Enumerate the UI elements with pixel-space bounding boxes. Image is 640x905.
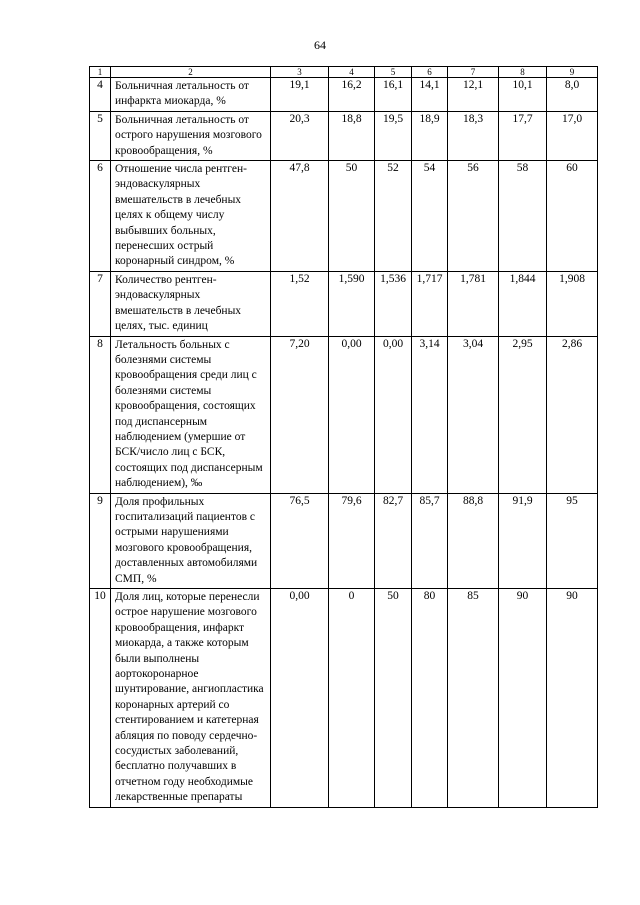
table-row bbox=[90, 111, 598, 160]
header-cell: 6 bbox=[412, 67, 448, 78]
indicator-name: Доля профильных госпитализаций пациентов с острыми нарушениями мозгового кровообращения, доставленных автомобилями СМП, % bbox=[111, 493, 271, 588]
value-cell: 17,0 bbox=[547, 111, 598, 160]
value-cell: 0,00 bbox=[375, 336, 412, 493]
value-cell: 10,1 bbox=[499, 78, 547, 112]
table-row bbox=[90, 161, 598, 272]
table-row bbox=[90, 271, 598, 336]
table-row bbox=[90, 336, 598, 493]
indicator-name: Количество рентген-эндоваскулярных вмешательств в лечебных целях, тыс. единиц bbox=[111, 271, 271, 336]
header-row bbox=[90, 67, 598, 78]
value-cell: 1,717 bbox=[412, 271, 448, 336]
row-number: 9 bbox=[90, 493, 111, 588]
value-cell: 1,590 bbox=[329, 271, 375, 336]
indicator-name: Отношение числа рентген-эндоваскулярных вмешательств в лечебных целях к общему числу выбывших больных, перенесших острый коронарный синдром, % bbox=[111, 161, 271, 272]
value-cell: 95 bbox=[547, 493, 598, 588]
table-row bbox=[90, 493, 598, 588]
value-cell: 12,1 bbox=[448, 78, 499, 112]
table-row bbox=[90, 78, 598, 112]
value-cell: 90 bbox=[499, 589, 547, 808]
row-number: 4 bbox=[90, 78, 111, 112]
page-number: 64 bbox=[314, 38, 326, 52]
value-cell: 3,14 bbox=[412, 336, 448, 493]
value-cell: 20,3 bbox=[271, 111, 329, 160]
value-cell: 19,5 bbox=[375, 111, 412, 160]
header-cell: 3 bbox=[271, 67, 329, 78]
value-cell: 1,844 bbox=[499, 271, 547, 336]
value-cell: 14,1 bbox=[412, 78, 448, 112]
value-cell: 52 bbox=[375, 161, 412, 272]
header-cell: 2 bbox=[111, 67, 271, 78]
value-cell: 56 bbox=[448, 161, 499, 272]
value-cell: 82,7 bbox=[375, 493, 412, 588]
indicator-name: Летальность больных с болезнями системы кровообращения среди лиц с болезнями системы кровообращения, состоящих под диспансерным наблюдением (умершие от БСК/число лиц с БСК, состоящих под диспансерным наблюдением), ‰ bbox=[111, 336, 271, 493]
row-number: 5 bbox=[90, 111, 111, 160]
row-number: 7 bbox=[90, 271, 111, 336]
value-cell: 50 bbox=[329, 161, 375, 272]
value-cell: 58 bbox=[499, 161, 547, 272]
value-cell: 0,00 bbox=[329, 336, 375, 493]
value-cell: 18,3 bbox=[448, 111, 499, 160]
row-number: 6 bbox=[90, 161, 111, 272]
indicator-name: Больничная летальность от инфаркта миокарда, % bbox=[111, 78, 271, 112]
value-cell: 18,9 bbox=[412, 111, 448, 160]
value-cell: 1,52 bbox=[271, 271, 329, 336]
value-cell: 60 bbox=[547, 161, 598, 272]
value-cell: 80 bbox=[412, 589, 448, 808]
header-cell: 5 bbox=[375, 67, 412, 78]
value-cell: 1,536 bbox=[375, 271, 412, 336]
header-cell: 9 bbox=[547, 67, 598, 78]
value-cell: 1,781 bbox=[448, 271, 499, 336]
value-cell: 2,95 bbox=[499, 336, 547, 493]
value-cell: 79,6 bbox=[329, 493, 375, 588]
value-cell: 0,00 bbox=[271, 589, 329, 808]
value-cell: 85 bbox=[448, 589, 499, 808]
value-cell: 90 bbox=[547, 589, 598, 808]
value-cell: 8,0 bbox=[547, 78, 598, 112]
value-cell: 17,7 bbox=[499, 111, 547, 160]
value-cell: 85,7 bbox=[412, 493, 448, 588]
value-cell: 76,5 bbox=[271, 493, 329, 588]
value-cell: 1,908 bbox=[547, 271, 598, 336]
value-cell: 16,1 bbox=[375, 78, 412, 112]
row-number: 8 bbox=[90, 336, 111, 493]
value-cell: 47,8 bbox=[271, 161, 329, 272]
value-cell: 18,8 bbox=[329, 111, 375, 160]
value-cell: 7,20 bbox=[271, 336, 329, 493]
value-cell: 2,86 bbox=[547, 336, 598, 493]
value-cell: 3,04 bbox=[448, 336, 499, 493]
indicators-table bbox=[89, 66, 598, 808]
header-cell: 7 bbox=[448, 67, 499, 78]
value-cell: 91,9 bbox=[499, 493, 547, 588]
value-cell: 19,1 bbox=[271, 78, 329, 112]
header-cell: 1 bbox=[90, 67, 111, 78]
value-cell: 88,8 bbox=[448, 493, 499, 588]
value-cell: 16,2 bbox=[329, 78, 375, 112]
header-cell: 8 bbox=[499, 67, 547, 78]
row-number: 10 bbox=[90, 589, 111, 808]
indicator-name: Доля лиц, которые перенесли острое нарушение мозгового кровообращения, инфаркт миокарда, а также которым были выполнены аортокоронарное шунтирование, ангиопластика коронарных артерий со стентированием и катетерная абляция по поводу сердечно-сосудистых заболеваний, бесплатно получавших в отчетном году необходимые лекарственные препараты bbox=[111, 589, 271, 808]
value-cell: 54 bbox=[412, 161, 448, 272]
indicator-name: Больничная летальность от острого нарушения мозгового кровообращения, % bbox=[111, 111, 271, 160]
value-cell: 50 bbox=[375, 589, 412, 808]
table-row bbox=[90, 589, 598, 808]
header-cell: 4 bbox=[329, 67, 375, 78]
value-cell: 0 bbox=[329, 589, 375, 808]
